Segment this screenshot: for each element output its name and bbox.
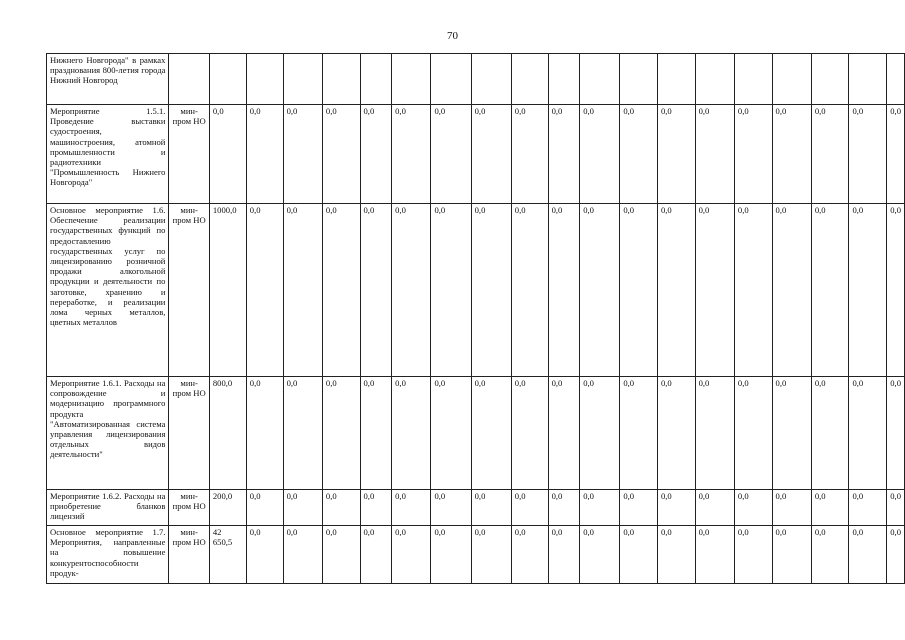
funding-value-cell: 0,0 [811,490,849,526]
funding-value-cell: 0,0 [246,377,283,490]
page-number: 70 [447,30,458,42]
responsible-executor-cell: мин-пром НО [169,377,209,490]
funding-value-cell: 0,0 [772,526,811,584]
funding-value-cell: 0,0 [620,204,658,377]
funding-value-cell: 0,0 [360,490,392,526]
funding-value-cell: 0,0 [887,204,905,377]
funding-value-cell: 0,0 [322,204,360,377]
funding-value-cell: 0,0 [548,204,580,377]
funding-value-cell: 0,0 [392,204,431,377]
funding-value-cell [580,54,620,105]
funding-value-cell: 0,0 [772,105,811,204]
funding-value-cell [734,54,772,105]
funding-value-cell: 0,0 [887,490,905,526]
funding-value-cell: 0,0 [471,204,511,377]
funding-value-cell: 0,0 [811,377,849,490]
funding-value-cell: 0,0 [322,526,360,584]
funding-value-cell: 0,0 [283,204,322,377]
funding-value-cell [360,54,392,105]
funding-value-cell: 0,0 [695,105,734,204]
activity-description-cell: Основное мероприятие 1.6. Обеспечение реализации государственных функций по предоставлению государственных услуг по лицензированию розничной продажи алкогольной продукции и деятельности по заготовке, хранению и переработке, и реализации лома черных металлов, цветных металлов [47,204,169,377]
funding-value-cell: 0,0 [246,526,283,584]
funding-value-cell: 0,0 [431,377,471,490]
funding-value-cell: 0,0 [772,490,811,526]
funding-value-cell: 0,0 [734,105,772,204]
funding-value-cell [511,54,548,105]
funding-value-cell: 0,0 [283,105,322,204]
table-row [47,377,905,490]
funding-value-cell: 0,0 [657,490,695,526]
funding-value-cell: 0,0 [580,377,620,490]
funding-value-cell [471,54,511,105]
funding-value-cell: 0,0 [471,526,511,584]
funding-value-cell [431,54,471,105]
funding-value-cell: 0,0 [548,105,580,204]
total-funding-cell [209,54,246,105]
funding-value-cell: 0,0 [620,526,658,584]
funding-value-cell: 0,0 [392,377,431,490]
funding-value-cell: 0,0 [811,105,849,204]
funding-value-cell: 0,0 [392,490,431,526]
funding-value-cell [392,54,431,105]
funding-value-cell: 0,0 [548,377,580,490]
funding-value-cell: 0,0 [511,377,548,490]
funding-value-cell: 0,0 [695,490,734,526]
funding-value-cell [657,54,695,105]
table-row [47,204,905,377]
funding-value-cell: 0,0 [580,526,620,584]
funding-value-cell: 0,0 [849,490,887,526]
funding-value-cell [322,54,360,105]
funding-value-cell: 0,0 [392,105,431,204]
funding-value-cell: 0,0 [657,105,695,204]
activity-description-cell: Мероприятие 1.6.1. Расходы на сопровождение и модернизацию программного продукта "Автоматизированная система управления лицензирования отдельных видов деятельности" [47,377,169,490]
funding-value-cell: 0,0 [849,377,887,490]
responsible-executor-cell: мин-пром НО [169,526,209,584]
funding-value-cell: 0,0 [695,204,734,377]
funding-value-cell: 0,0 [695,377,734,490]
funding-value-cell: 0,0 [657,526,695,584]
funding-value-cell: 0,0 [620,490,658,526]
funding-value-cell [283,54,322,105]
funding-value-cell: 0,0 [657,204,695,377]
funding-value-cell: 0,0 [849,204,887,377]
funding-value-cell: 0,0 [322,105,360,204]
funding-value-cell: 0,0 [548,490,580,526]
funding-value-cell: 0,0 [511,490,548,526]
funding-value-cell: 0,0 [431,490,471,526]
responsible-executor-cell [169,54,209,105]
responsible-executor-cell: мин-пром НО [169,490,209,526]
funding-value-cell: 0,0 [511,526,548,584]
total-funding-cell: 200,0 [209,490,246,526]
funding-value-cell: 0,0 [734,204,772,377]
funding-value-cell: 0,0 [322,490,360,526]
funding-value-cell: 0,0 [360,526,392,584]
funding-value-cell: 0,0 [471,105,511,204]
table-row [47,526,905,584]
funding-value-cell [548,54,580,105]
funding-value-cell [246,54,283,105]
table-row [47,105,905,204]
total-funding-cell: 42 650,5 [209,526,246,584]
funding-value-cell [772,54,811,105]
total-funding-cell: 1000,0 [209,204,246,377]
funding-value-cell: 0,0 [620,377,658,490]
table-row [47,54,905,105]
funding-value-cell: 0,0 [772,377,811,490]
activity-description-cell: Мероприятие 1.6.2. Расходы на приобретение бланков лицензий [47,490,169,526]
funding-value-cell: 0,0 [849,105,887,204]
activity-description-cell: Мероприятие 1.5.1. Проведение выставки судостроения, машиностроения, атомной промышленности и радиотехники "Промышленность Нижнего Новгорода" [47,105,169,204]
funding-value-cell: 0,0 [734,526,772,584]
funding-value-cell: 0,0 [811,526,849,584]
funding-value-cell [620,54,658,105]
funding-value-cell: 0,0 [283,490,322,526]
funding-value-cell: 0,0 [360,377,392,490]
funding-value-cell [887,54,905,105]
funding-value-cell: 0,0 [772,204,811,377]
responsible-executor-cell: мин-пром НО [169,204,209,377]
funding-value-cell: 0,0 [431,105,471,204]
funding-value-cell: 0,0 [580,105,620,204]
funding-value-cell: 0,0 [548,526,580,584]
funding-value-cell: 0,0 [887,377,905,490]
funding-value-cell: 0,0 [431,526,471,584]
funding-value-cell: 0,0 [283,377,322,490]
program-table [46,53,905,584]
funding-value-cell: 0,0 [734,490,772,526]
funding-value-cell: 0,0 [471,490,511,526]
table-row [47,490,905,526]
funding-value-cell: 0,0 [471,377,511,490]
funding-value-cell: 0,0 [431,204,471,377]
funding-value-cell: 0,0 [657,377,695,490]
funding-value-cell: 0,0 [360,105,392,204]
funding-value-cell: 0,0 [322,377,360,490]
funding-value-cell: 0,0 [360,204,392,377]
funding-value-cell: 0,0 [246,490,283,526]
funding-value-cell: 0,0 [246,204,283,377]
funding-value-cell: 0,0 [283,526,322,584]
funding-value-cell [811,54,849,105]
funding-value-cell: 0,0 [580,204,620,377]
funding-value-cell: 0,0 [580,490,620,526]
funding-value-cell [849,54,887,105]
funding-value-cell: 0,0 [887,526,905,584]
funding-value-cell: 0,0 [246,105,283,204]
responsible-executor-cell: мин-пром НО [169,105,209,204]
funding-value-cell: 0,0 [849,526,887,584]
total-funding-cell: 0,0 [209,105,246,204]
funding-value-cell: 0,0 [695,526,734,584]
funding-value-cell: 0,0 [734,377,772,490]
funding-value-cell: 0,0 [511,105,548,204]
funding-value-cell: 0,0 [811,204,849,377]
total-funding-cell: 800,0 [209,377,246,490]
funding-value-cell: 0,0 [392,526,431,584]
funding-value-cell: 0,0 [887,105,905,204]
funding-value-cell: 0,0 [511,204,548,377]
activity-description-cell: Основное мероприятие 1.7. Мероприятия, направленные на повышение конкурентоспособности продук- [47,526,169,584]
activity-description-cell: Нижнего Новгорода" в рамках празднования 800-летия города Нижний Новгород [47,54,169,105]
funding-value-cell [695,54,734,105]
funding-value-cell: 0,0 [620,105,658,204]
